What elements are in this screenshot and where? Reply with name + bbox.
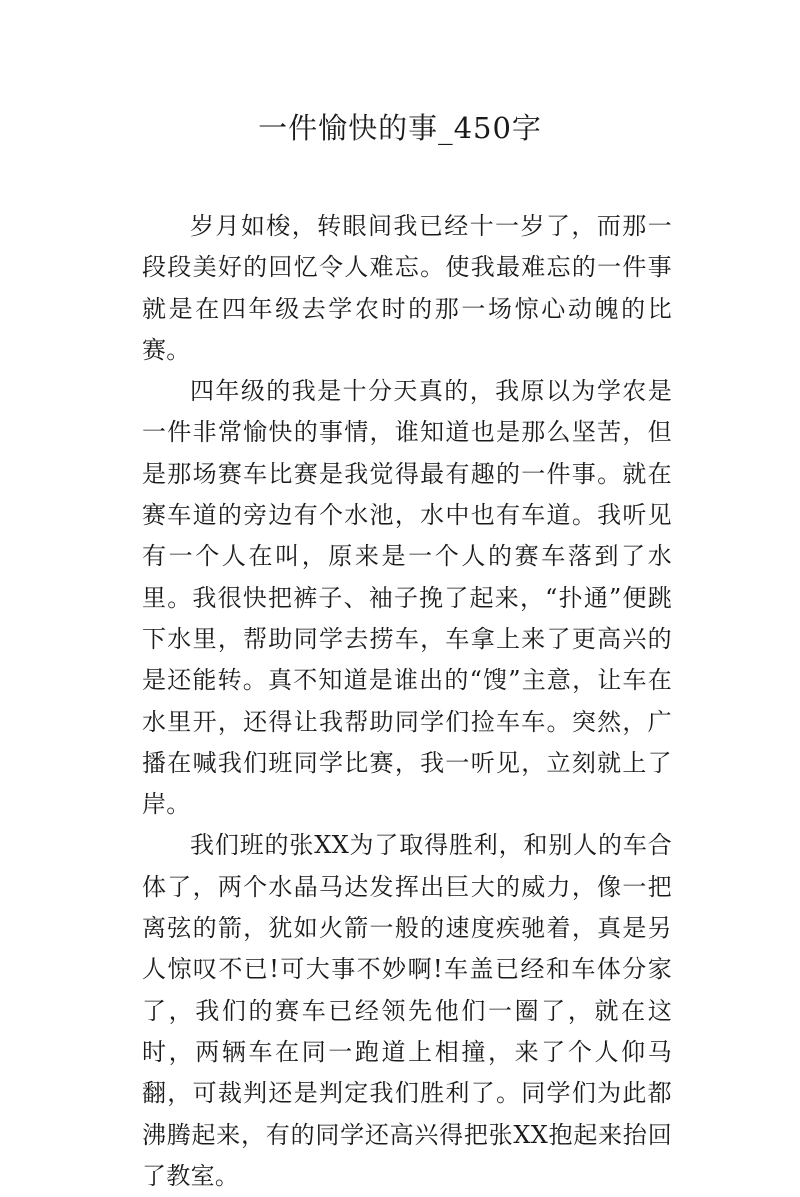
- paragraph-3: 我们班的张XX为了取得胜利，和别人的车合体了，两个水晶马达发挥出巨大的威力，像一把离弦的箭，犹如火箭一般的速度疾驰着，真是另人惊叹不已!可大事不妙啊!车盖已经和车体分家了，我们的赛车已经领先他们一圈了，就在这时，两辆车在同一跑道上相撞，来了个人仰马翻，可裁判还是判定我们胜利了。同学们为此都沸腾起来，有的同学还高兴得把张XX抱起来抬回了教室。: [142, 831, 672, 1190]
- document-title: 一件愉快的事_450字: [258, 111, 542, 145]
- paragraph-2: 四年级的我是十分天真的，我原以为学农是一件非常愉快的事情，谁知道也是那么坚苦，但是那场赛车比赛是我觉得最有趣的一件事。就在赛车道的旁边有个水池，水中也有车道。我听见有一个人在叫，原来是一个人的赛车落到了水里。我很快把裤子、袖子挽了起来，“扑通”便跳下水里，帮助同学去捞车，车拿上来了更高兴的是还能转。真不知道是谁出的“馊”主意，让车在水里开，还得让我帮助同学们捡车车。突然，广播在喊我们班同学比赛，我一听见，立刻就上了岸。: [142, 377, 672, 819]
- paragraph-1: 岁月如梭，转眼间我已经十一岁了，而那一段段美好的回忆令人难忘。使我最难忘的一件事就是在四年级去学农时的那一场惊心动魄的比赛。: [142, 212, 672, 364]
- document-body: [142, 206, 672, 1197]
